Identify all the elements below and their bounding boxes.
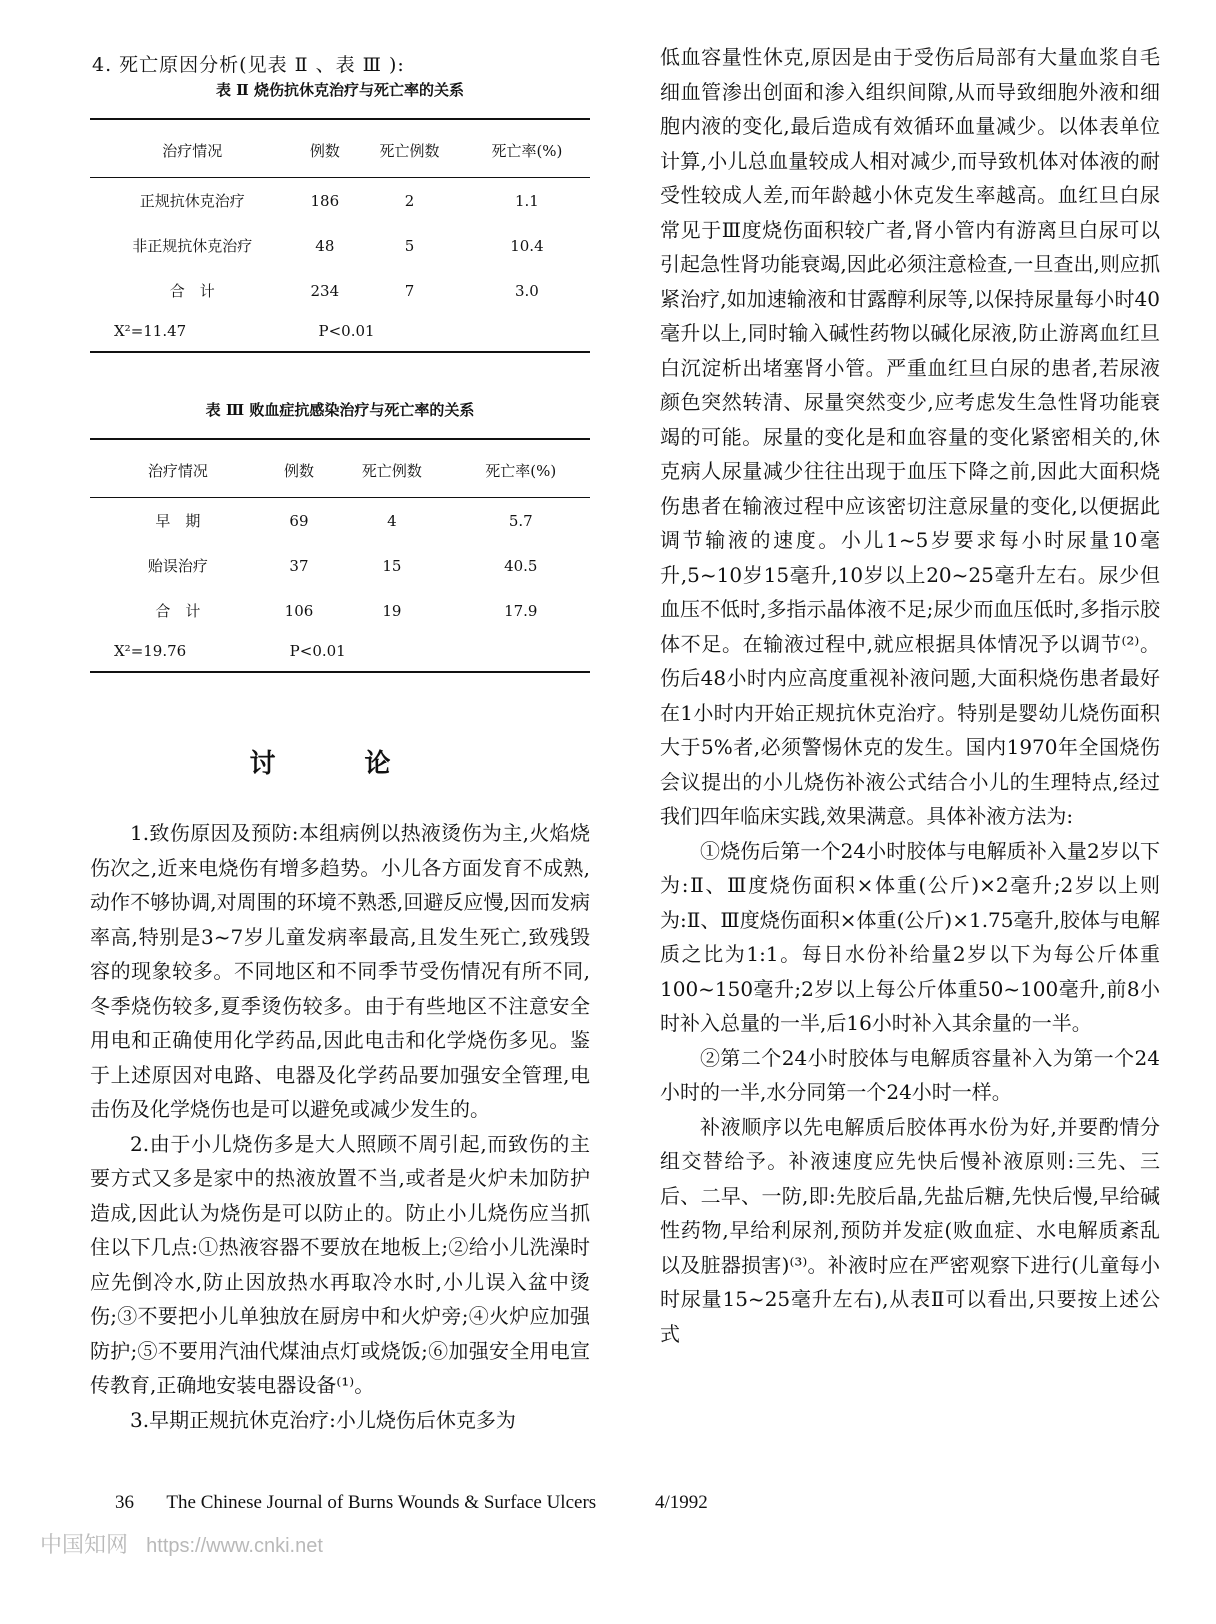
p-value: P<0.01 — [318, 322, 375, 340]
watermark-url: https://www.cnki.net — [146, 1535, 323, 1557]
table-row — [90, 498, 590, 544]
chi-square-value: X²=11.47 — [114, 322, 187, 340]
table-cell: 4 — [387, 511, 397, 530]
table-header-cell: 治疗情况 — [90, 439, 266, 498]
table-row — [90, 588, 590, 633]
p-value: P<0.01 — [289, 642, 346, 660]
table-cell: 1.1 — [514, 191, 539, 210]
issue-number: 4/1992 — [654, 1492, 708, 1513]
table-stat-row — [90, 633, 590, 672]
table-cell: 5 — [404, 236, 415, 255]
table-row — [90, 178, 590, 224]
table-header-cell: 治疗情况 — [90, 119, 294, 178]
table-cell: 早 期 — [155, 512, 201, 530]
table-cell: 10.4 — [510, 236, 544, 255]
table-header-cell: 死亡率(%) — [464, 119, 590, 178]
table-cell: 37 — [289, 556, 309, 575]
table-cell: 正规抗休克治疗 — [139, 192, 245, 210]
table-3 — [90, 438, 590, 673]
table-header-cell: 死亡率(%) — [452, 439, 590, 498]
watermark-brand: 中国知网 — [40, 1532, 129, 1557]
chi-square-value: X²=19.76 — [114, 642, 187, 660]
table-cell: 17.9 — [504, 601, 538, 620]
journal-name: The Chinese Journal of Burns Wounds & Surface Ulcers — [166, 1492, 597, 1513]
table-cell: 合 计 — [169, 282, 215, 300]
table-cell: 15 — [382, 556, 402, 575]
body-paragraph: 1.致伤原因及预防:本组病例以热液烫伤为主,火焰烧伤次之,近来电烧伤有增多趋势。小儿各方面发育不成熟,动作不够协调,对周围的环境不熟悉,回避反应慢,因而发病率高,特别是3~7岁儿童发病率最高,且发生死亡,致残毁容的现象较多。不同地区和不同季节受伤情况有所不同,冬季烧伤较多,夏季烫伤较多。由于有些地区不注意安全用电和正确使用化学药品,因此电击和化学烧伤多见。鉴于上述原因对电路、电器及化学药品要加强安全管理,电击伤及化学烧伤也是可以避免或减少发生的。 — [90, 821, 590, 1121]
table-header-cell: 死亡例数 — [332, 439, 451, 498]
table-cell: 2 — [404, 191, 415, 210]
table-header-cell: 死亡例数 — [355, 119, 464, 178]
section-4-heading: 4. 死亡原因分析(见表 Ⅱ 、表 Ⅲ ): — [92, 54, 405, 76]
table-header-row — [90, 119, 590, 178]
body-paragraph: ①烧伤后第一个24小时胶体与电解质补入量2岁以下为:Ⅱ、Ⅲ度烧伤面积×体重(公斤)×2毫升;2岁以上则为:Ⅱ、Ⅲ度烧伤面积×体重(公斤)×1.75毫升,胶体与电解质之比为1:1。每日水份补给量2岁以下为每公斤体重100~150毫升;2岁以上每公斤体重50~100毫升,前8小时补入总量的一半,后16小时补入其余量的一半。 — [660, 838, 1160, 1035]
table-2 — [90, 118, 590, 353]
table-row — [90, 268, 590, 313]
table-header-cell: 例数 — [266, 439, 333, 498]
table-stat-row — [90, 313, 590, 352]
table-row — [90, 223, 590, 268]
page-footer — [115, 1492, 708, 1514]
table-cell: 186 — [310, 191, 340, 210]
discussion-heading: 讨 论 — [249, 749, 431, 779]
table-cell: 3.0 — [514, 281, 539, 300]
table-3-title: 表 Ⅲ 败血症抗感染治疗与死亡率的关系 — [205, 401, 475, 419]
table-2-title: 表 Ⅱ 烧伤抗休克治疗与死亡率的关系 — [215, 81, 465, 99]
table-cell: 234 — [310, 281, 340, 300]
table-cell: 106 — [284, 601, 314, 620]
table-cell: 合 计 — [155, 602, 201, 620]
watermark — [40, 1528, 323, 1559]
body-paragraph: ②第二个24小时胶体与电解质容量补入为第一个24小时的一半,水分同第一个24小时一样。 — [660, 1045, 1160, 1104]
body-paragraph: 3.早期正规抗休克治疗:小儿烧伤后休克多为 — [130, 1407, 516, 1432]
body-paragraph: 2.由于小儿烧伤多是大人照顾不周引起,而致伤的主要方式又多是家中的热液放置不当,或者是火炉未加防护造成,因此认为烧伤是可以防止的。防止小儿烧伤应当抓住以下几点:①热液容器不要放在地板上;②给小儿洗澡时应先倒冷水,防止因放热水再取冷水时,小儿误入盆中烫伤;③不要把小儿单独放在厨房中和火炉旁;④火炉应加强防护;⑤不要用汽油代煤油点灯或烧饭;⑥加强安全用电宣传教育,正确地安装电器设备⁽¹⁾。 — [90, 1131, 590, 1397]
table-row — [90, 543, 590, 588]
table-cell: 69 — [289, 511, 309, 530]
body-paragraph: 低血容量性休克,原因是由于受伤后局部有大量血浆自毛细血管渗出创面和渗入组织间隙,从而导致细胞外液和细胞内液的变化,最后造成有效循环血量减少。以体表单位计算,小儿总血量较成人相对减少,而导致机体对体液的耐受性较成人差,而年龄越小休克发生率越高。血红旦白尿常见于Ⅲ度烧伤面积较广者,肾小管内有游离旦白尿可以引起急性肾功能衰竭,因此必须注意检查,一旦查出,则应抓紧治疗,如加速输液和甘露醇利尿等,以保持尿量每小时40毫升以上,同时输入碱性药物以碱化尿液,防止游离血红旦白沉淀析出堵塞肾小管。严重血红旦白尿的患者,若尿液颜色突然转清、尿量突然变少,应考虑发生急性肾功能衰竭的可能。尿量的变化是和血容量的变化紧密相关的,休克病人尿量减少往往出现于血压下降之前,因此大面积烧伤患者在输液过程中应该密切注意尿量的变化,以便据此调节输液的速度。小儿1~5岁要求每小时尿量10毫升,5~10岁15毫升,10岁以上20~25毫升左右。尿少但血压不低时,多指示晶体液不足;尿少而血压低时,多指示胶体不足。在输液过程中,就应根据具体情况予以调节⁽²⁾。伤后48小时内应高度重视补液问题,大面积烧伤患者最好在1小时内开始正规抗休克治疗。特别是婴幼儿烧伤面积大于5%者,必须警惕休克的发生。国内1970年全国烧伤会议提出的小儿烧伤补液公式结合小儿的生理特点,经过我们四年临床实践,效果满意。具体补液方法为: — [660, 45, 1160, 828]
body-paragraph: 补液顺序以先电解质后胶体再水份为好,并要酌情分组交替给予。补液速度应先快后慢补液原则:三先、三后、二早、一防,即:先胶后晶,先盐后糖,先快后慢,早给碱性药物,早给利尿剂,预防并发症(败血症、水电解质紊乱以及脏器损害)⁽³⁾。补液时应在严密观察下进行(儿童每小时尿量15~25毫升左右),从表Ⅱ可以看出,只要按上述公式 — [660, 1114, 1160, 1346]
right-column — [660, 40, 1160, 1351]
table-cell: 5.7 — [508, 511, 533, 530]
table-header-row — [90, 439, 590, 498]
table-cell: 48 — [315, 236, 335, 255]
page-number: 36 — [115, 1492, 134, 1513]
table-header-cell: 例数 — [294, 119, 355, 178]
table-cell: 非正规抗休克治疗 — [132, 237, 253, 255]
table-cell: 19 — [382, 601, 402, 620]
table-cell: 7 — [404, 281, 415, 300]
table-cell: 40.5 — [504, 556, 538, 575]
table-cell: 贻误治疗 — [147, 557, 208, 575]
left-column — [90, 40, 590, 1437]
